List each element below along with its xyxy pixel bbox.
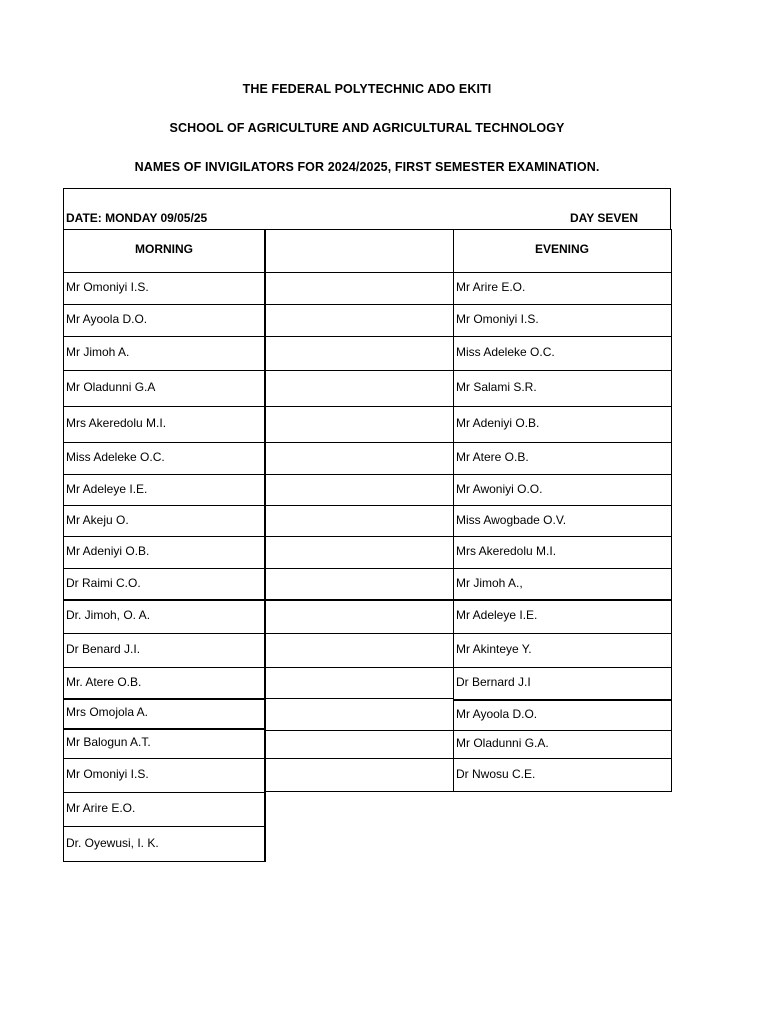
- evening-invigilator-cell: Dr Bernard J.I: [456, 675, 531, 689]
- morning-invigilator-cell: Mr Jimoh A.: [66, 345, 130, 359]
- evening-invigilator-cell: Mr Adeniyi O.B.: [456, 416, 540, 430]
- evening-invigilator-cell: Miss Adeleke O.C.: [456, 345, 555, 359]
- evening-invigilator-cell: Mr Akinteye Y.: [456, 642, 532, 656]
- evening-invigilator-cell: Mr Omoniyi I.S.: [456, 312, 539, 326]
- morning-invigilator-cell: Dr Benard J.I.: [66, 642, 141, 656]
- evening-invigilator-cell: Mr Oladunni G.A.: [456, 736, 549, 750]
- morning-invigilator-cell: Mr Akeju O.: [66, 512, 129, 527]
- morning-invigilator-cell: Mrs Omojola A.: [66, 705, 149, 719]
- morning-invigilator-cell: Mrs Akeredolu M.I.: [66, 416, 167, 430]
- morning-invigilator-cell: Mr Adeleye I.E.: [66, 481, 148, 496]
- morning-invigilator-cell: Mr Oladunni G.A: [66, 380, 156, 394]
- morning-invigilator-cell: Dr. Jimoh, O. A.: [66, 608, 151, 622]
- morning-invigilator-cell: Mr Balogun A.T.: [66, 735, 151, 749]
- evening-invigilator-cell: Mr Arire E.O.: [456, 280, 526, 294]
- exam-date: DATE: MONDAY 09/05/25: [66, 211, 208, 225]
- morning-invigilator-cell: Mr. Atere O.B.: [66, 674, 142, 689]
- evening-column-header: EVENING: [534, 242, 589, 256]
- school-heading: SCHOOL OF AGRICULTURE AND AGRICULTURAL TECHNOLOGY: [169, 121, 565, 135]
- morning-invigilator-cell: Dr. Oyewusi, I. K.: [66, 835, 159, 850]
- exam-day: DAY SEVEN: [570, 211, 639, 225]
- morning-invigilator-cell: Miss Adeleke O.C.: [66, 450, 165, 464]
- morning-invigilator-cell: Mr Omoniyi I.S.: [66, 280, 149, 294]
- evening-invigilator-cell: Mr Jimoh A.,: [456, 575, 523, 590]
- evening-invigilator-cell: Mr Awoniyi O.O.: [456, 481, 543, 496]
- morning-invigilator-cell: Dr Raimi C.O.: [66, 575, 141, 590]
- morning-invigilator-cell: Mr Adeniyi O.B.: [66, 544, 150, 558]
- evening-invigilator-cell: Miss Awogbade O.V.: [456, 512, 567, 527]
- evening-invigilator-cell: Mr Salami S.R.: [456, 380, 537, 394]
- evening-invigilator-cell: Mr Adeleye I.E.: [456, 608, 538, 622]
- morning-invigilator-cell: Mr Omoniyi I.S.: [66, 767, 149, 781]
- morning-invigilator-cell: Mr Arire E.O.: [66, 801, 136, 815]
- morning-invigilator-cell: Mr Ayoola D.O.: [66, 312, 148, 326]
- document-title: NAMES OF INVIGILATORS FOR 2024/2025, FIRST SEMESTER EXAMINATION.: [134, 160, 600, 174]
- institution-heading: THE FEDERAL POLYTECHNIC ADO EKITI: [242, 82, 492, 96]
- morning-column-header: MORNING: [135, 242, 193, 256]
- evening-invigilator-cell: Mrs Akeredolu M.I.: [456, 544, 557, 558]
- evening-invigilator-cell: Dr Nwosu C.E.: [456, 766, 536, 781]
- evening-invigilator-cell: Mr Atere O.B.: [456, 450, 529, 464]
- evening-invigilator-cell: Mr Ayoola D.O.: [456, 706, 538, 721]
